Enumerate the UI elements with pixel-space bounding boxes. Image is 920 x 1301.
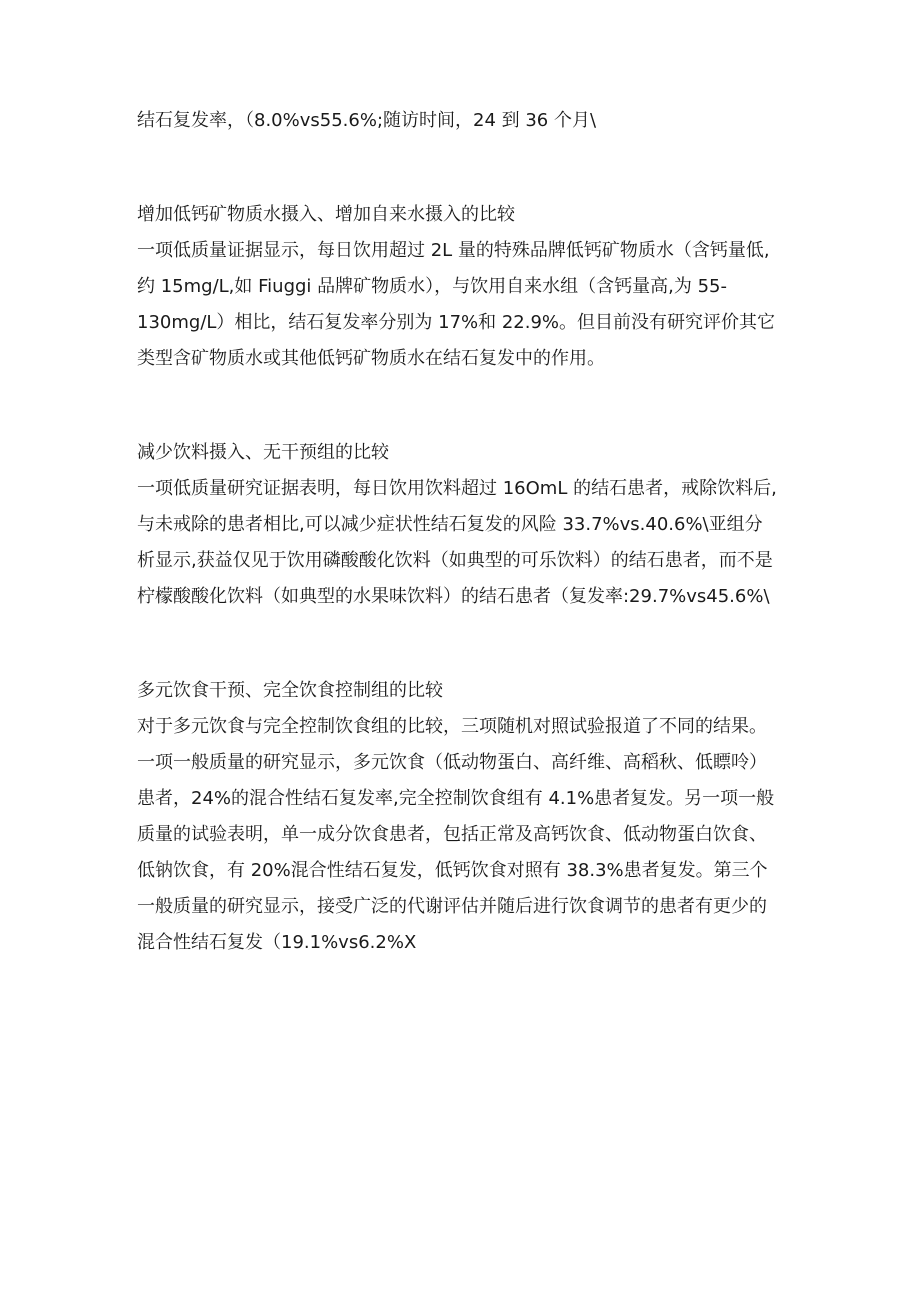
section-multi-diet <box>137 673 797 961</box>
paragraph-line: 患者，24%的混合性结石复发率,完全控制饮食组有 4.1%患者复发。另一项一般 <box>137 788 775 809</box>
spacer <box>137 139 797 197</box>
section-heading: 多元饮食干预、完全饮食控制组的比较 <box>137 680 443 701</box>
paragraph-line: 一项一般质量的研究显示，多元饮食（低动物蛋白、高纤维、高稻秋、低瞟呤） <box>137 752 767 773</box>
paragraph-line: 一项低质量研究证据表明，每日饮用饮料超过 16OmL 的结石患者，戒除饮料后, <box>137 478 777 499</box>
paragraph-line: 与未戒除的患者相比,可以减少症状性结石复发的风险 33.7%vs.40.6%\亚组分 <box>137 514 763 535</box>
paragraph-line: 类型含矿物质水或其他低钙矿物质水在结石复发中的作用。 <box>137 348 605 369</box>
paragraph-line: 柠檬酸酸化饮料（如典型的水果味饮料）的结石患者（复发率:29.7%vs45.6%\ <box>137 586 770 607</box>
paragraph-line: 约 15mg/L,如 Fiuggi 品牌矿物质水），与饮用自来水组（含钙量高,为 55- <box>137 276 727 297</box>
section-beverage-reduction <box>137 435 797 615</box>
paragraph-line: 130mg/L）相比，结石复发率分别为 17%和 22.9%。但目前没有研究评价其它 <box>137 312 776 333</box>
paragraph-line: 一般质量的研究显示，接受广泛的代谢评估并随后进行饮食调节的患者有更少的 <box>137 896 767 917</box>
paragraph-line: 低钠饮食，有 20%混合性结石复发，低钙饮食对照有 38.3%患者复发。第三个 <box>137 860 768 881</box>
section-heading: 增加低钙矿物质水摄入、增加自来水摄入的比较 <box>137 204 515 225</box>
paragraph-line: 对于多元饮食与完全控制饮食组的比较，三项随机对照试验报道了不同的结果。 <box>137 716 767 737</box>
paragraph-line: 混合性结石复发（19.1%vs6.2%X <box>137 932 417 953</box>
paragraph-line: 质量的试验表明，单一成分饮食患者，包括正常及高钙饮食、低动物蛋白饮食、 <box>137 824 767 845</box>
spacer <box>137 615 797 673</box>
spacer <box>137 377 797 435</box>
paragraph-line: 一项低质量证据显示，每日饮用超过 2L 量的特殊品牌低钙矿物质水（含钙量低, <box>137 240 770 261</box>
section-mineral-water <box>137 197 797 377</box>
intro-line: 结石复发率，（8.0%vs55.6%;随访时间，24 到 36 个月\ <box>137 110 597 131</box>
paragraph-line: 析显示,获益仅见于饮用磷酸酸化饮料（如典型的可乐饮料）的结石患者，而不是 <box>137 550 773 571</box>
section-heading: 减少饮料摄入、无干预组的比较 <box>137 442 389 463</box>
document-page <box>137 103 797 961</box>
